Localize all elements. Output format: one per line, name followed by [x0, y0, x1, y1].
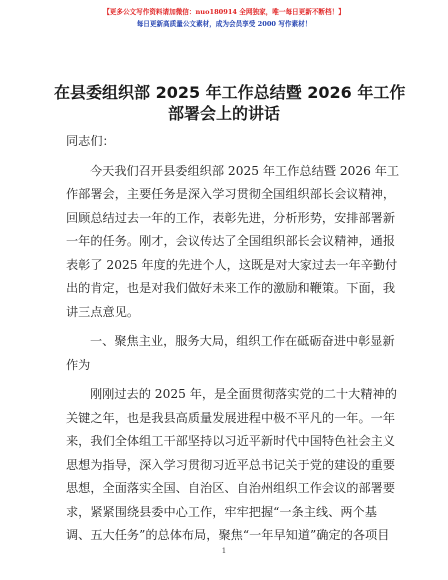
text-line: 今天我们召开县委组织部 2025 年工作总结暨 2026 年工: [90, 163, 400, 178]
text-line: 求，紧紧围绕县委中心工作，牢牢把握“一条主线、两个基: [66, 504, 377, 519]
document-body: [66, 130, 400, 548]
greeting: 同志们：: [66, 134, 115, 148]
text-line: 思想为指导，深入学习贯彻习近平总书记关于党的建设的重要: [66, 457, 396, 472]
text-line: 回顾总结过去一年的工作，表彰先进，分析形势，安排部署新: [66, 210, 396, 225]
title-line: 在县委组织部 2025 年工作总结暨 2026 年工作: [54, 83, 406, 102]
promo-banner-line-2: 每日更新高质量公文素材，成为会员享受 2000 写作素材！: [136, 20, 312, 28]
text-line: 一年的任务。刚才，会议传达了全国组织部长会议精神，通报: [66, 234, 396, 248]
heading-line: 一、聚焦主业，服务大局，组织工作在砥砺奋进中彰显新: [90, 334, 395, 348]
page-number: 1: [221, 547, 227, 555]
paragraph-intro: [66, 160, 400, 325]
heading-line: 作为: [66, 357, 91, 372]
text-line: 思想，全面落实全国、自治区、自治州组织工作会议的部署要: [66, 481, 396, 495]
text-line: 刚刚过去的 2025 年，是全面贯彻落实党的二十大精神的: [90, 387, 397, 401]
text-line: 来，我们全体组工干部坚持以习近平新时代中国特色社会主义: [66, 434, 396, 448]
section-heading-1: [66, 330, 395, 377]
paragraph-review: [66, 383, 397, 548]
text-line: 出的肯定，也是对我们做好未来工作的激励和鞭策。下面，我: [66, 281, 396, 295]
title-line: 部署会上的讲话: [167, 104, 280, 123]
text-line: 讲三点意见。: [66, 304, 140, 319]
promo-banner-line-1: 【更多公文写作资料请加微信：nuo180914 全网独家，唯一每日更新不断档！】: [103, 8, 345, 16]
text-line: 作部署会，主要任务是深入学习贯彻全国组织部长会议精神，: [66, 187, 396, 201]
text-line: 关键之年，也是我县高质量发展进程中极不平凡的一年。一年: [66, 410, 396, 425]
text-line: 表彰了 2025 年度的先进个人，这既是对大家过去一年辛勤付: [66, 257, 398, 272]
document-title: [54, 82, 406, 124]
text-line: 调、五大任务”的总体布局，聚焦“一年早知道”确定的各项目: [66, 528, 390, 542]
